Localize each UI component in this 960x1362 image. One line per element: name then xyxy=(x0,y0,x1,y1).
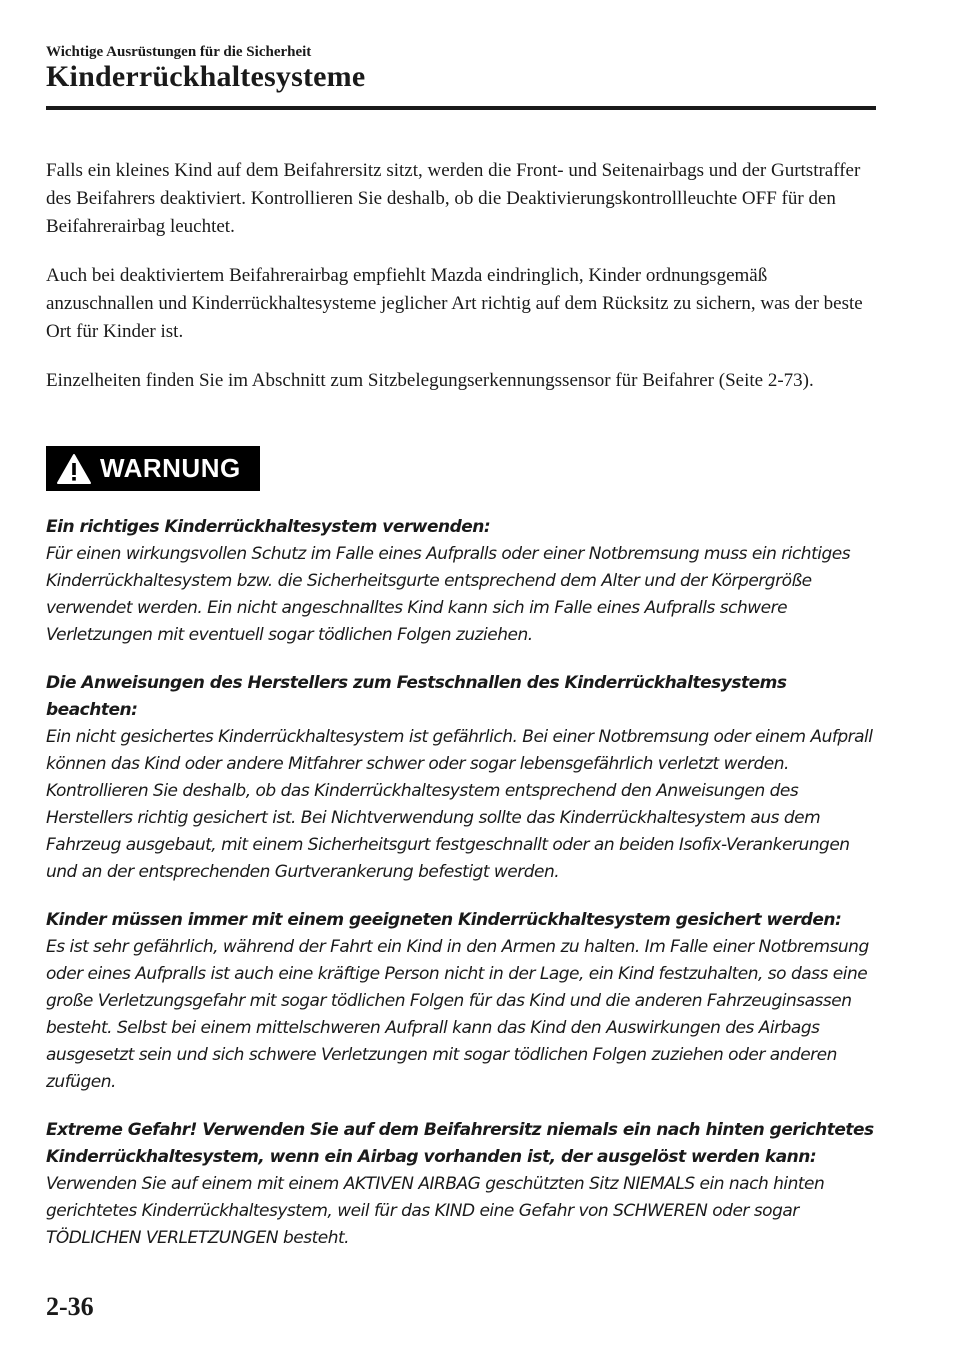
section-label: Wichtige Ausrüstungen für die Sicherheit xyxy=(46,44,312,60)
warning-text: Ein nicht gesichertes Kinderrückhaltesystem ist gefährlich. Bei einer Notbremsung oder einem Aufprall können das Kind oder andere Mitfahrer schwer oder sogar lebensgefährlich verletzt werden. Kontrollieren Sie deshalb, ob das Kinderrückhaltesystem entsprechend den Anweisungen des Herstellers richtig gesichert ist. Bei Nichtverwendung sollte das Kinderrückhaltesystem aus dem Fahrzeug ausgebaut, mit einem Sicherheitsgurt festgeschnallt oder an beiden Isofix-Verankerungen und an der entsprechenden Gurtverankerung befestigt werden. xyxy=(46,727,873,882)
title-divider xyxy=(46,106,876,110)
warning-heading: Die Anweisungen des Herstellers zum Festschnallen des Kinderrückhaltesystems beachten: xyxy=(46,673,787,720)
warning-heading: Extreme Gefahr! Verwenden Sie auf dem Beifahrersitz niemals ein nach hinten gerichtetes Kinderrückhaltesystem, wenn ein Airbag vorhanden ist, der ausgelöst werden kann: xyxy=(46,1120,874,1167)
warning-heading: Ein richtiges Kinderrückhaltesystem verwenden: xyxy=(46,517,491,537)
warning-block xyxy=(46,670,876,886)
warning-heading: Kinder müssen immer mit einem geeigneten Kinderrückhaltesystem gesichert werden: xyxy=(46,910,842,930)
body-paragraph: Auch bei deaktiviertem Beifahrerairbag empfiehlt Mazda eindringlich, Kinder ordnungsgemäß anzuschnallen und Kinderrückhaltesysteme jeglicher Art richtig auf dem Rücksitz zu sichern, was der beste Ort für Kinder ist. xyxy=(46,265,863,342)
warning-block xyxy=(46,907,876,1096)
body-text xyxy=(46,157,876,416)
warning-triangle-icon xyxy=(56,453,92,485)
body-paragraph: Falls ein kleines Kind auf dem Beifahrersitz sitzt, werden die Front- und Seitenairbags und der Gurtstraffer des Beifahrers deaktiviert. Kontrollieren Sie deshalb, ob die Deaktivierungskontrollleuchte OFF für den Beifahrerairbag leuchtet. xyxy=(46,160,861,237)
warning-text: Verwenden Sie auf einem mit einem AKTIVEN AIRBAG geschützten Sitz NIEMALS ein nach hinten gerichtetes Kinderrückhaltesystem, weil für das KIND eine Gefahr von SCHWEREN oder sogar TÖDLICHEN VERLETZUNGEN besteht. xyxy=(46,1174,825,1248)
warning-content xyxy=(46,514,876,1273)
page-number: 2-36 xyxy=(46,1292,94,1321)
warning-label: WARNUNG xyxy=(100,453,241,483)
warning-banner xyxy=(46,446,260,491)
warning-block xyxy=(46,1117,876,1252)
body-paragraph: Einzelheiten finden Sie im Abschnitt zum Sitzbelegungserkennungssensor für Beifahrer (Seite 2-73). xyxy=(46,370,814,391)
warning-text: Für einen wirkungsvollen Schutz im Falle eines Aufpralls oder einer Notbremsung muss ein richtiges Kinderrückhaltesystem bzw. die Sicherheitsgurte entsprechend dem Alter und der Körpergröße verwendet werden. Ein nicht angeschnalltes Kind kann sich im Falle eines Aufpralls schwere Verletzungen mit eventuell sogar tödlichen Folgen zuziehen. xyxy=(46,544,851,645)
page-title: Kinderrückhaltesysteme xyxy=(46,60,366,93)
warning-text: Es ist sehr gefährlich, während der Fahrt ein Kind in den Armen zu halten. Im Falle einer Notbremsung oder eines Aufpralls ist auch eine kräftige Person nicht in der Lage, ein Kind festzuhalten, so dass eine große Verletzungsgefahr mit sogar tödlichen Folgen für das Kind und die anderen Fahrzeuginsassen besteht. Selbst bei einem mittelschweren Aufprall kann das Kind den Auswirkungen des Airbags ausgesetzt sein und sich schwere Verletzungen mit sogar tödlichen Folgen zuziehen oder anderen zufügen. xyxy=(46,937,869,1092)
warning-block xyxy=(46,514,876,649)
